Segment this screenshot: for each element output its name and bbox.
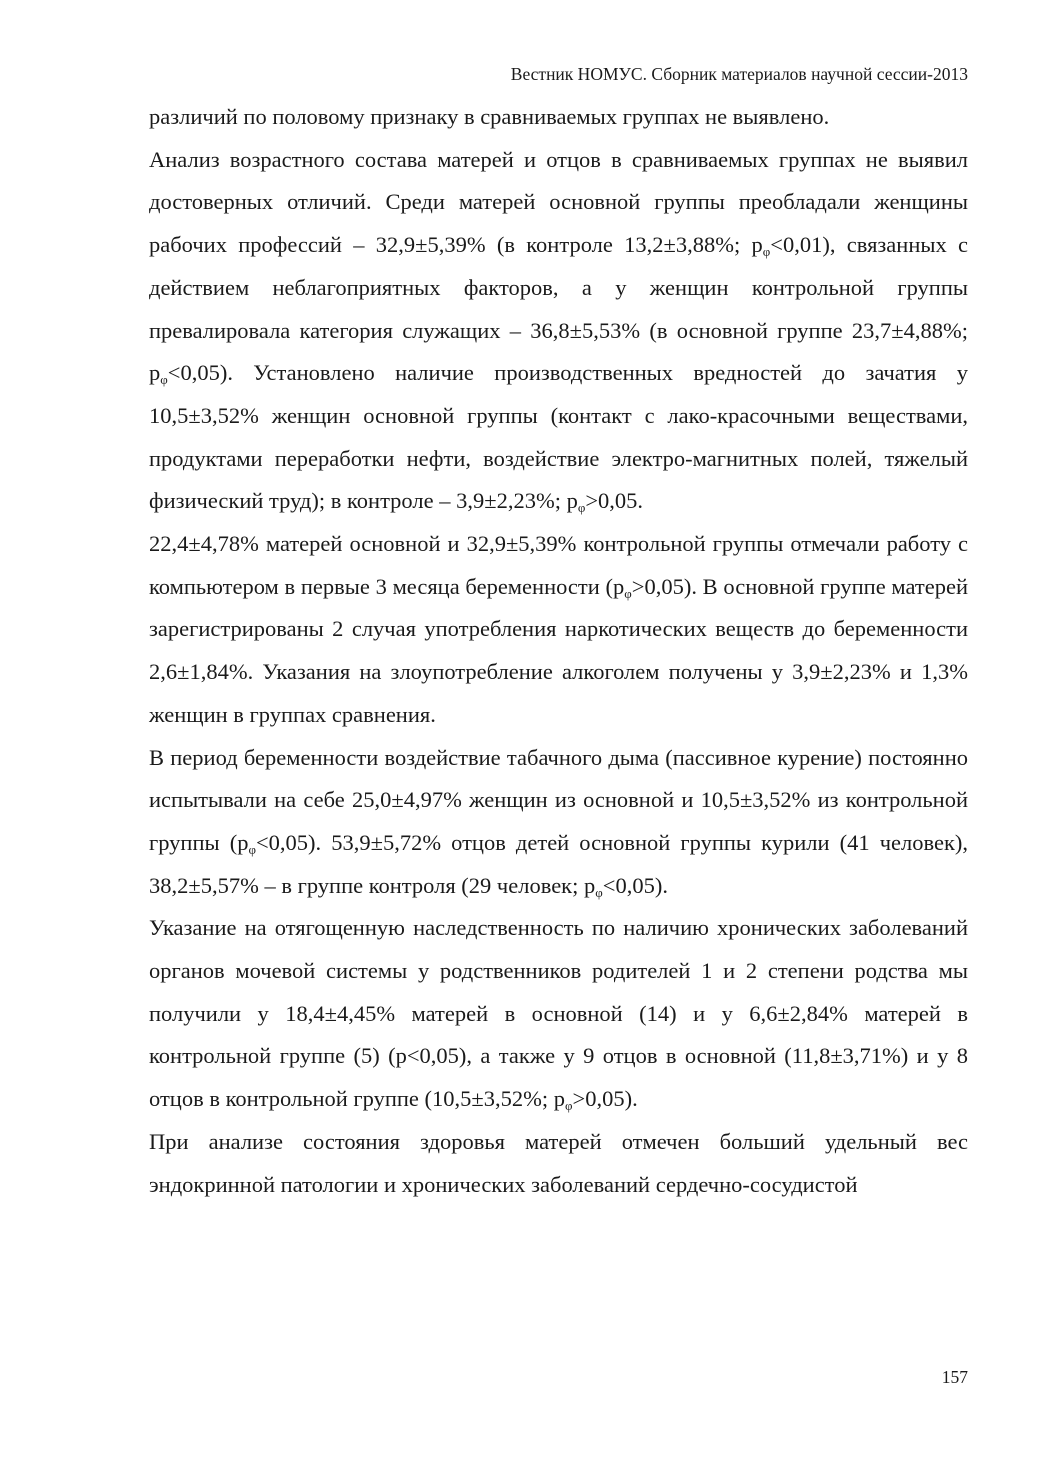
text-run: <0,05). Установлено наличие производственных вредностей до зачатия у 10,5±3,52% женщин основной группы (контакт с лако-красочными веществами, продуктами переработки нефти, воздействие электро-магнитных полей, тяжелый физический труд); в контроле – 3,9±2,23%; p bbox=[149, 360, 968, 514]
text-run: При анализе состояния здоровья матерей отмечен больший удельный вес эндокринной патологии и хронических заболеваний сердечно-сосудистой bbox=[149, 1128, 968, 1197]
article-body bbox=[149, 96, 968, 1206]
text-run: Анализ возрастного состава матерей и отцов в сравниваемых группах не выявил достоверных отличий. Среди матерей основной группы преобладали женщины рабочих профессий – 32,9±5,39% (в контроле 13,2±3,88%; p bbox=[149, 146, 968, 258]
paragraph bbox=[149, 737, 968, 908]
subscript-phi: φ bbox=[248, 841, 256, 857]
running-header: Вестник НОМУС. Сборник материалов научной сессии-2013 bbox=[510, 64, 968, 84]
paragraph bbox=[149, 139, 968, 523]
paragraph bbox=[149, 907, 968, 1121]
subscript-phi: φ bbox=[565, 1098, 573, 1114]
paragraph bbox=[149, 523, 968, 737]
subscript-phi: φ bbox=[160, 372, 168, 388]
paragraph bbox=[149, 1121, 968, 1206]
text-run: >0,05). В основной группе матерей зарегистрированы 2 случая употребления наркотических веществ до беременности 2,6±1,84%. Указания на злоупотребление алкоголем получены у 3,9±2,23% и 1,3% женщин в группах сравнения. bbox=[149, 573, 968, 727]
text-run: 22,4±4,78% матерей основной и 32,9±5,39% контрольной группы отмечали работу с компьютером в первые 3 месяца беременности (p bbox=[149, 531, 968, 599]
text-run: <0,05). 53,9±5,72% отцов детей основной группы курили (41 человек), 38,2±5,57% – в группе контроля (29 человек; p bbox=[149, 829, 968, 898]
text-run: различий по половому признаку в сравниваемых группах не выявлено. bbox=[149, 104, 830, 129]
page-number: 157 bbox=[941, 1367, 968, 1387]
text-run: <0,01), связанных с действием неблагоприятных факторов, а у женщин контрольной группы превалировала категория служащих – 36,8±5,53% (в основной группе 23,7±4,88%; p bbox=[149, 232, 969, 386]
subscript-phi: φ bbox=[577, 500, 586, 516]
subscript-phi: φ bbox=[595, 884, 603, 900]
text-run: >0,05. bbox=[585, 488, 644, 514]
paragraph bbox=[149, 96, 968, 139]
subscript-phi: φ bbox=[624, 585, 632, 601]
text-run: Указание на отягощенную наследственность по наличию хронических заболеваний органов мочевой системы у родственников родителей 1 и 2 степени родства мы получили у 18,4±4,45% матерей в основной (14) и у 6,6±2,84% матерей в контрольной группе (5) (p<0,05), а также у 9 отцов в основной (11,8±3,71%) и у 8 отцов в контрольной группе (10,5±3,52%; p bbox=[149, 915, 968, 1112]
text-run: В период беременности воздействие табачного дыма (пассивное курение) постоянно испытывали на себе 25,0±4,97% женщин из основной и 10,5±3,52% из контрольной группы (p bbox=[149, 744, 968, 855]
subscript-phi: φ bbox=[762, 244, 771, 260]
text-run: <0,05). bbox=[602, 872, 668, 898]
text-run: >0,05). bbox=[572, 1086, 638, 1112]
